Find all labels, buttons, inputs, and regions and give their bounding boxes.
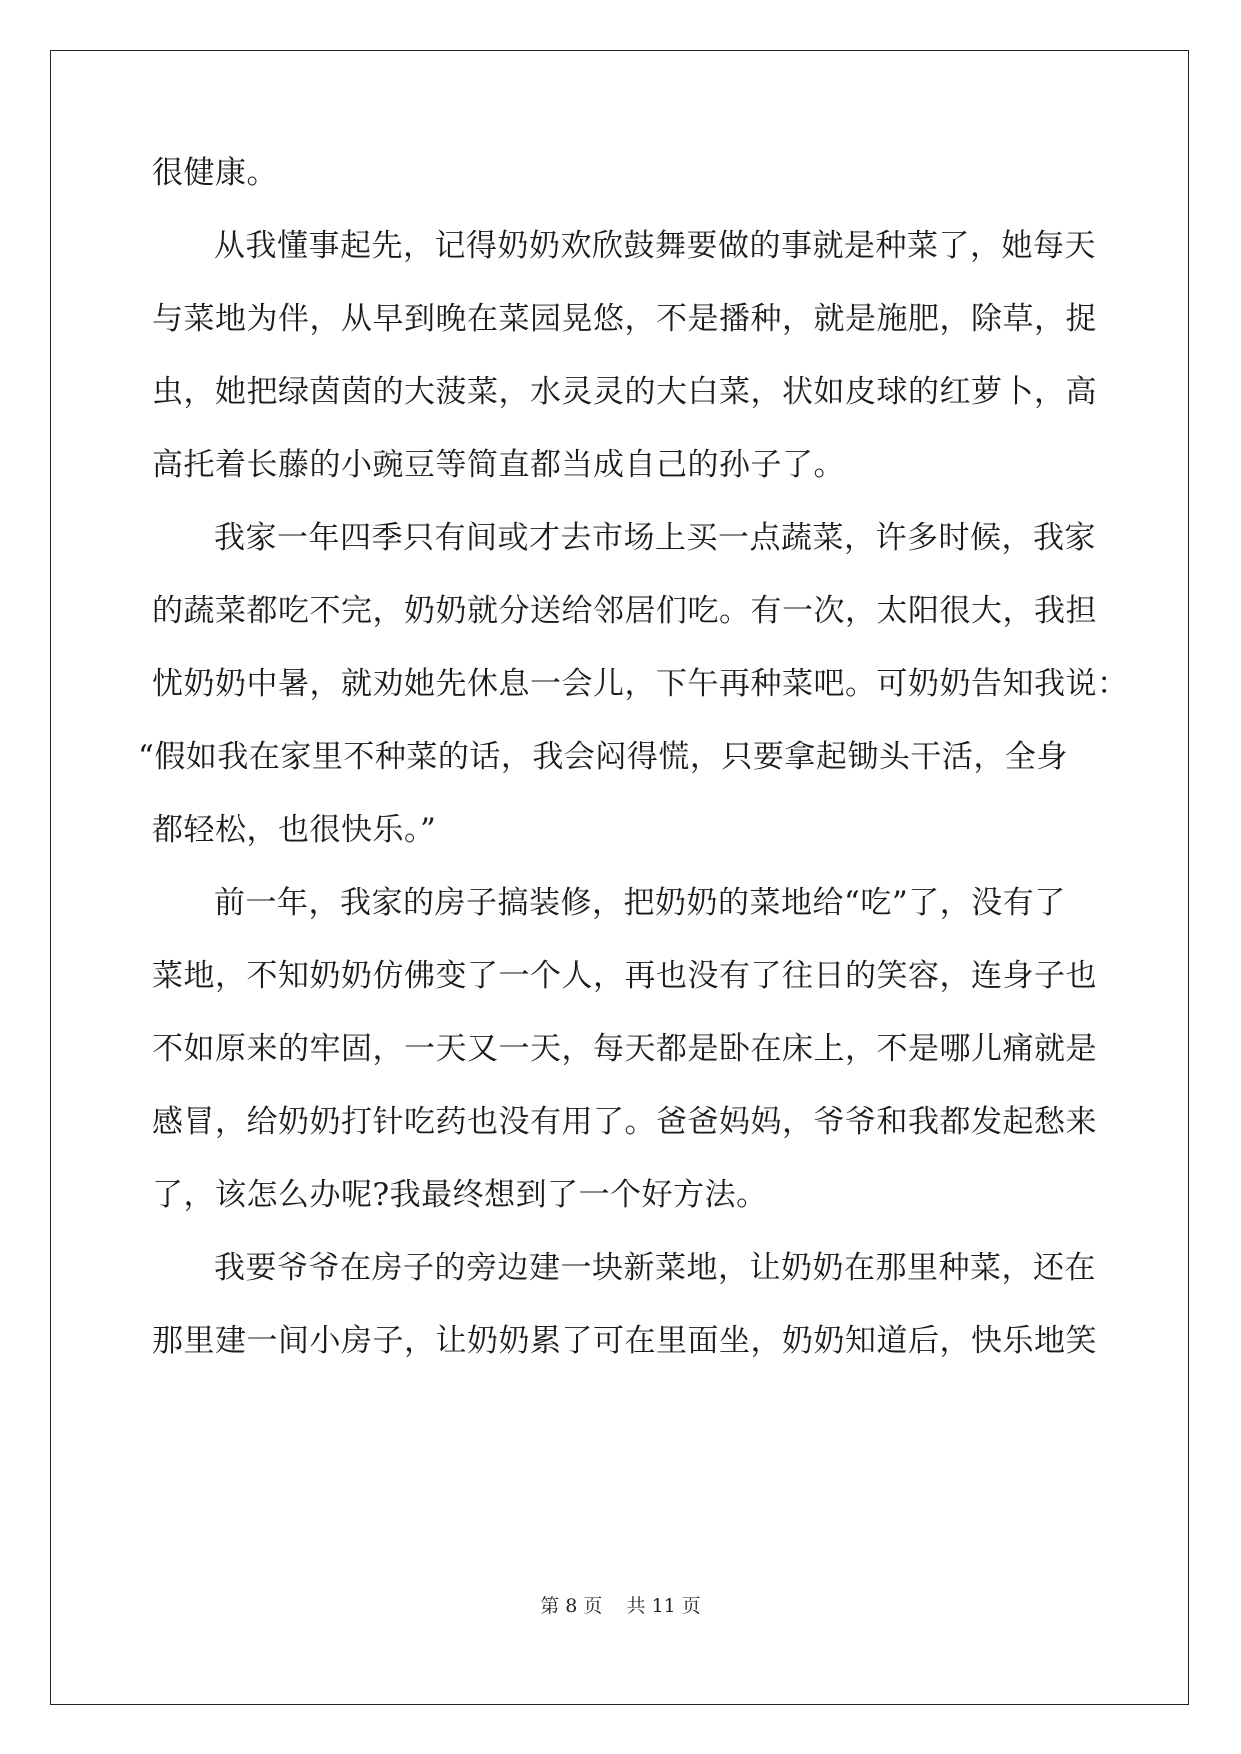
text-line: 我要爷爷在房子的旁边建一块新菜地，让奶奶在那里种菜，还在	[214, 1250, 1096, 1286]
text-line: 前一年，我家的房子搞装修，把奶奶的菜地给“吃”了，没有了	[214, 885, 1066, 921]
text-line: “假如我在家里不种菜的话，我会闷得慌，只要拿起锄头干活，全身	[138, 739, 1068, 775]
text-line: 了，该怎么办呢?我最终想到了一个好方法。	[152, 1177, 768, 1213]
text-line: 很健康。	[152, 155, 278, 191]
text-line: 菜地，不知奶奶仿佛变了一个人，再也没有了往日的笑容，连身子也	[152, 958, 1097, 994]
text-line: 高托着长藤的小豌豆等简直都当成自己的孙子了。	[152, 447, 845, 483]
page-number: 第 8 页	[540, 1595, 603, 1617]
text-line: 的蔬菜都吃不完，奶奶就分送给邻居们吃。有一次，太阳很大，我担	[152, 593, 1097, 629]
text-line: 我家一年四季只有间或才去市场上买一点蔬菜，许多时候，我家	[214, 520, 1096, 556]
text-line: 不如原来的牢固，一天又一天，每天都是卧在床上，不是哪儿痛就是	[152, 1031, 1097, 1067]
text-line: 忧奶奶中暑，就劝她先休息一会儿，下午再种菜吧。可奶奶告知我说：	[152, 666, 1129, 702]
text-line: 从我懂事起先，记得奶奶欢欣鼓舞要做的事就是种菜了，她每天	[214, 228, 1096, 264]
page-footer	[0, 1591, 1241, 1618]
text-line: 虫，她把绿茵茵的大菠菜，水灵灵的大白菜，状如皮球的红萝卜，高	[152, 374, 1097, 410]
page-total: 共 11 页	[626, 1595, 701, 1617]
text-line: 那里建一间小房子，让奶奶累了可在里面坐，奶奶知道后，快乐地笑	[152, 1323, 1097, 1359]
text-line: 都轻松，也很快乐。”	[152, 812, 437, 848]
text-line: 与菜地为伴，从早到晚在菜园晃悠，不是播种，就是施肥，除草，捉	[152, 301, 1097, 337]
text-line: 感冒，给奶奶打针吃药也没有用了。爸爸妈妈，爷爷和我都发起愁来	[152, 1104, 1097, 1140]
